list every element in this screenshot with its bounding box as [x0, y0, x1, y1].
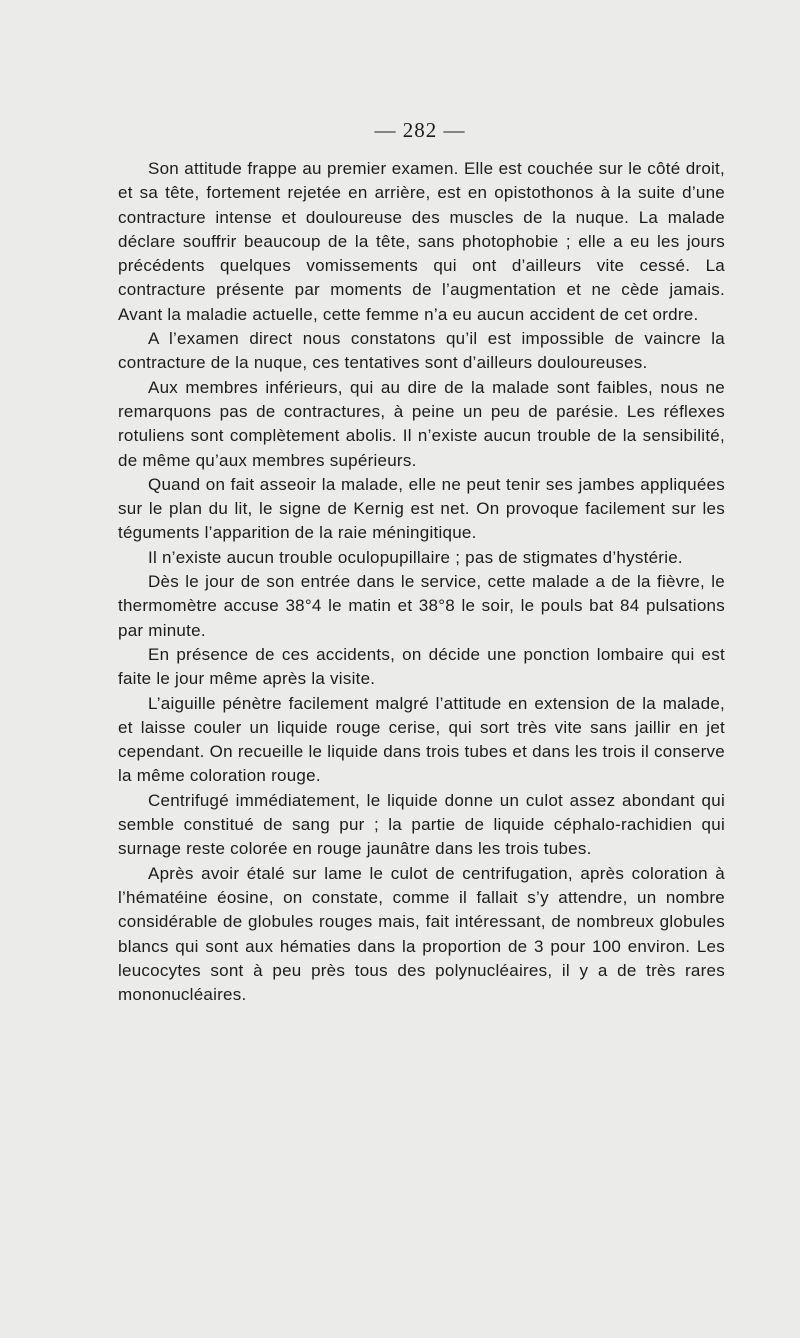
paragraph: Quand on fait asseoir la malade, elle ne peut tenir ses jambes appliquées sur le plan du lit, le signe de Kernig est net. On provoque facilement sur les téguments l’apparition de la raie méningitique. [118, 474, 725, 543]
paragraph: Après avoir étalé sur lame le culot de centrifugation, après coloration à l’hématéine éosine, on constate, comme il fallait s’y attendre, un nombre considérable de globules rouges mais, fait intéressant, de nombreux globules blancs qui sont aux hématies dans la proportion de 3 pour 100 environ. Les leucocytes sont à peu près tous des polynucléaires, il y a de très rares mononucléaires. [118, 863, 725, 1005]
paragraph: A l’examen direct nous constatons qu’il est impossible de vaincre la contracture de la nuque, ces tentatives sont d’ailleurs douloureuses. [118, 329, 725, 373]
page-number: — 282 — [374, 118, 466, 142]
paragraph: L’aiguille pénètre facilement malgré l’attitude en extension de la malade, et laisse couler un liquide rouge cerise, qui sort très vite sans jaillir en jet cependant. On recueille le liquide dans trois tubes et dans les trois il conserve la même coloration rouge. [118, 693, 725, 786]
paragraph: Son attitude frappe au premier examen. Elle est couchée sur le côté droit, et sa tête, fortement rejetée en arrière, est en opistothonos à la suite d’une contracture intense et douloureuse des muscles de la nuque. La malade déclare souffrir beaucoup de la tête, sans photophobie ; elle a eu les jours précédents quelques vomissements qui ont d’ailleurs vite cessé. La contracture présente par moments de l’augmentation et ne cède jamais. Avant la maladie actuelle, cette femme n’a eu aucun accident de cet ordre. [118, 159, 725, 324]
paragraph: Centrifugé immédiatement, le liquide donne un culot assez abondant qui semble constitué de sang pur ; la partie de liquide céphalo-rachidien qui surnage reste colorée en rouge jaunâtre dans les trois tubes. [118, 790, 725, 859]
paragraph: Dès le jour de son entrée dans le service, cette malade a de la fièvre, le thermomètre accuse 38°4 le matin et 38°8 le soir, le pouls bat 84 pulsations par minute. [118, 572, 725, 640]
paragraph: Aux membres inférieurs, qui au dire de la malade sont faibles, nous ne remarquons pas de contractures, à peine un peu de parésie. Les réflexes rotuliens sont complètement abolis. Il n’existe aucun trouble de la sensibilité, de même qu’aux membres supérieurs. [118, 377, 725, 470]
paragraph: En présence de ces accidents, on décide une ponction lombaire qui est faite le jour même après la visite. [118, 644, 725, 689]
body-text [118, 157, 725, 1007]
paragraph: Il n’existe aucun trouble oculopupillaire ; pas de stigmates d’hystérie. [148, 547, 683, 567]
